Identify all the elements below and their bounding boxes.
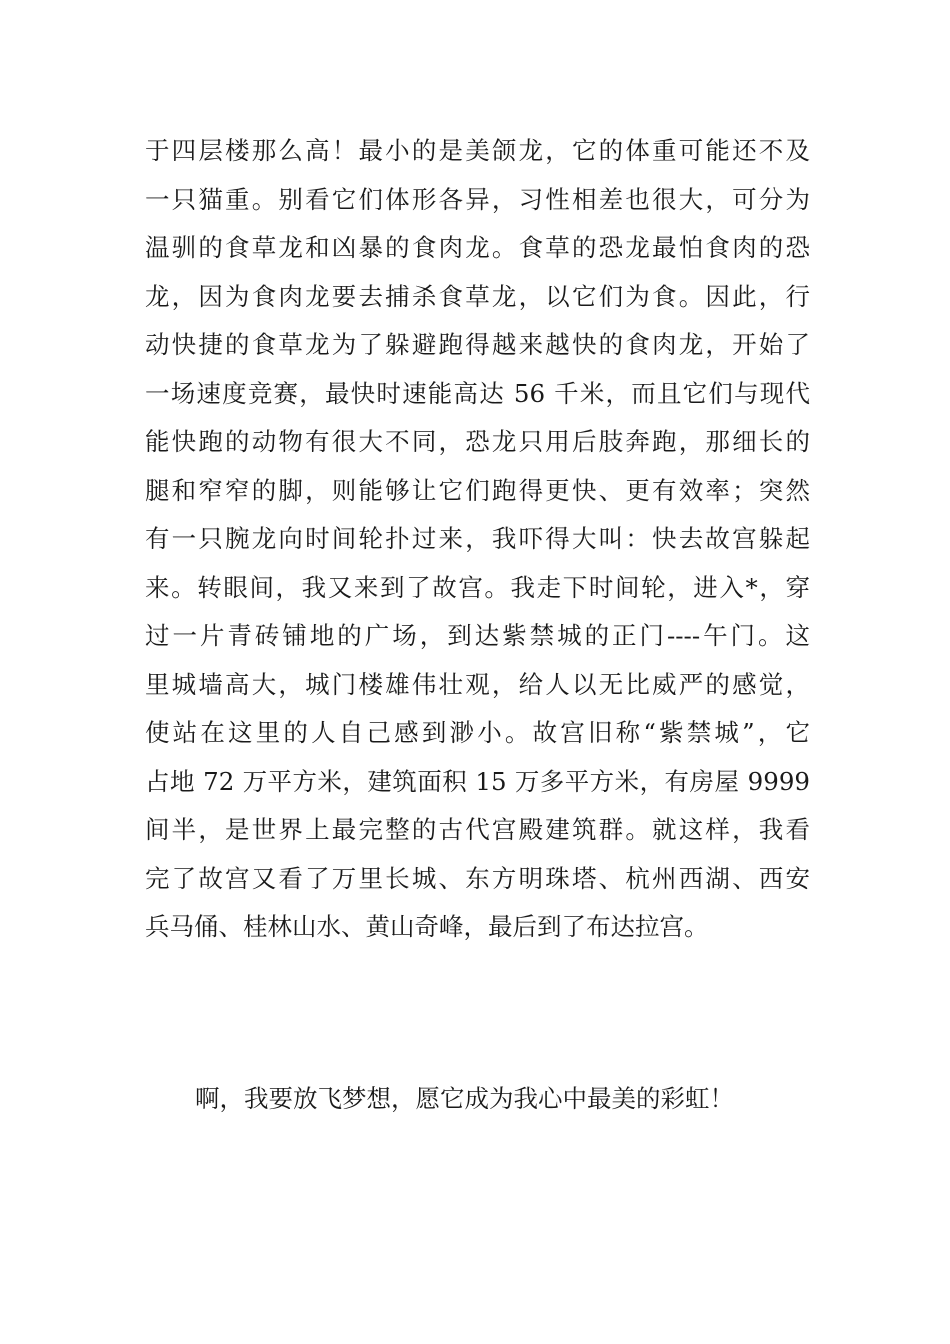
paragraph-line: 有一只腕龙向时间轮扑过来，我吓得大叫：快去故宫躲起 xyxy=(145,524,810,553)
paragraph-line: 占地 72 万平方米，建筑面积 15 万多平方米，有房屋 9999 xyxy=(145,766,810,796)
paragraph-line: 龙，因为食肉龙要去捕杀食草龙，以它们为食。因此，行 xyxy=(145,281,810,311)
paragraph-line: 腿和窄窄的脚，则能够让它们跑得更快、更有效率；突然 xyxy=(145,475,810,505)
paragraph-line: 来。转眼间，我又来到了故宫。我走下时间轮，进入*，穿 xyxy=(145,572,810,602)
paragraph-line: 过一片青砖铺地的广场，到达紫禁城的正门----午门。这 xyxy=(145,621,810,650)
paragraph-line: 使站在这里的人自己感到渺小。故宫旧称“紫禁城”，它 xyxy=(145,718,810,747)
paragraph-line: 间半，是世界上最完整的古代宫殿建筑群。就这样，我看 xyxy=(145,815,810,844)
body-paragraph xyxy=(145,127,810,952)
closing-line: 啊，我要放飞梦想，愿它成为我心中最美的彩虹！ xyxy=(195,1084,734,1113)
paragraph-line: 动快捷的食草龙为了躲避跑得越来越快的食肉龙，开始了 xyxy=(145,330,810,359)
paragraph-line: 能快跑的动物有很大不同，恐龙只用后肢奔跑，那细长的 xyxy=(145,427,810,456)
paragraph-line: 兵马俑、桂林山水、黄山奇峰，最后到了布达拉宫。 xyxy=(145,912,709,941)
paragraph-line: 完了故宫又看了万里长城、东方明珠塔、杭州西湖、西安 xyxy=(145,863,810,893)
paragraph-line: 于四层楼那么高！最小的是美颌龙，它的体重可能还不及 xyxy=(145,136,810,165)
paragraph-line: 温驯的食草龙和凶暴的食肉龙。食草的恐龙最怕食肉的恐 xyxy=(145,233,810,262)
paragraph-line: 一只猫重。别看它们体形各异，习性相差也很大，可分为 xyxy=(145,184,810,214)
paragraph-line: 里城墙高大，城门楼雄伟壮观，给人以无比威严的感觉， xyxy=(145,669,810,699)
paragraph-line: 一场速度竞赛，最快时速能高达 56 千米，而且它们与现代 xyxy=(145,378,810,408)
